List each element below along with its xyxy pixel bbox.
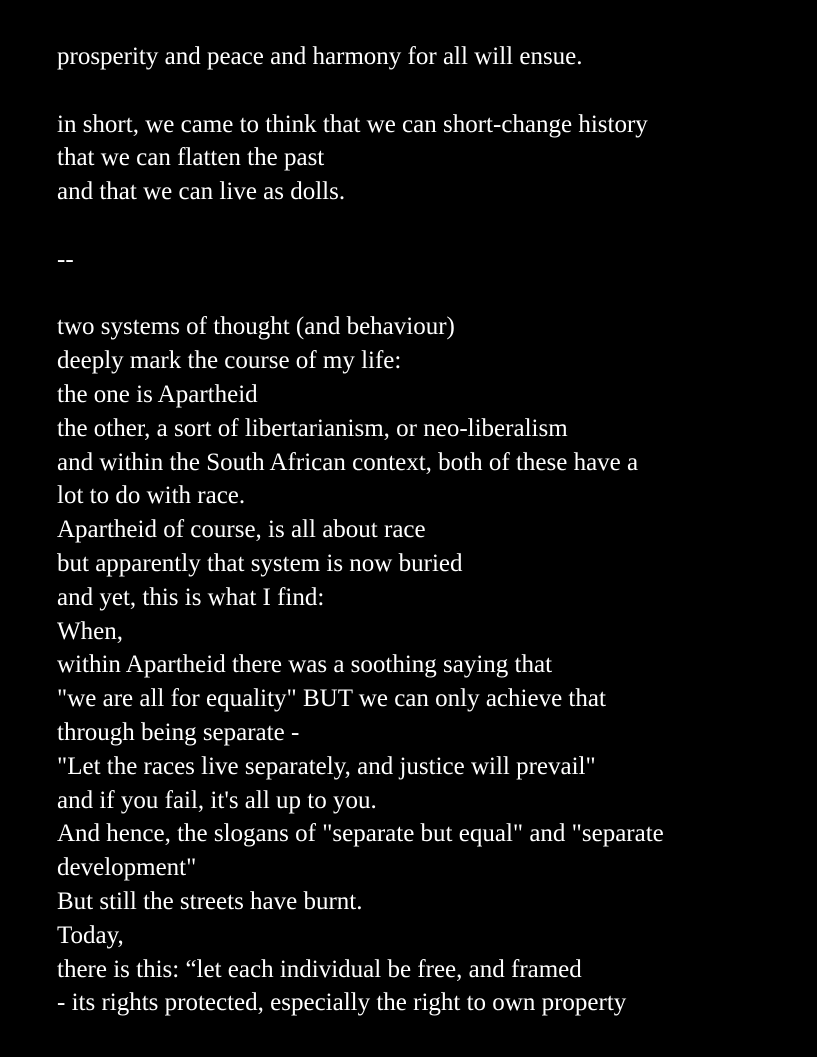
text-line: through being separate - <box>57 718 300 746</box>
text-line: two systems of thought (and behaviour) <box>57 313 455 341</box>
text-line: and that we can live as dolls. <box>57 178 346 206</box>
text-line: "Let the races live separately, and justice will prevail" <box>57 752 596 780</box>
text-line: in short, we came to think that we can short-change history <box>57 110 648 138</box>
text-line: the one is Apartheid <box>57 380 258 408</box>
text-line: there is this: “let each individual be free, and framed <box>57 955 582 983</box>
blank-line <box>57 74 797 108</box>
text-line: and if you fail, it's all up to you. <box>57 786 377 814</box>
blank-line <box>57 277 797 311</box>
text-line: but apparently that system is now buried <box>57 549 463 577</box>
text-line: prosperity and peace and harmony for all will ensue. <box>57 43 583 70</box>
text-line: When, <box>57 617 123 645</box>
document-text <box>57 40 797 1020</box>
section-separator: -- <box>57 245 74 273</box>
text-line: Apartheid of course, is all about race <box>57 516 426 544</box>
text-line: development" <box>57 854 197 882</box>
text-line: - its rights protected, especially the right to own property <box>57 989 627 1017</box>
text-line: lot to do with race. <box>57 482 246 510</box>
text-line: and within the South African context, both of these have a <box>57 448 639 476</box>
text-line: and yet, this is what I find: <box>57 583 325 611</box>
text-line: within Apartheid there was a soothing saying that <box>57 651 553 679</box>
text-line: But still the streets have burnt. <box>57 887 363 915</box>
text-line: Today, <box>57 921 124 949</box>
text-line: And hence, the slogans of "separate but equal" and "separate <box>57 820 664 848</box>
text-line: deeply mark the course of my life: <box>57 347 402 375</box>
text-line: that we can flatten the past <box>57 144 325 172</box>
text-line: "we are all for equality" BUT we can only achieve that <box>57 685 606 713</box>
text-line: the other, a sort of libertarianism, or neo-liberalism <box>57 414 568 442</box>
blank-line <box>57 209 797 243</box>
